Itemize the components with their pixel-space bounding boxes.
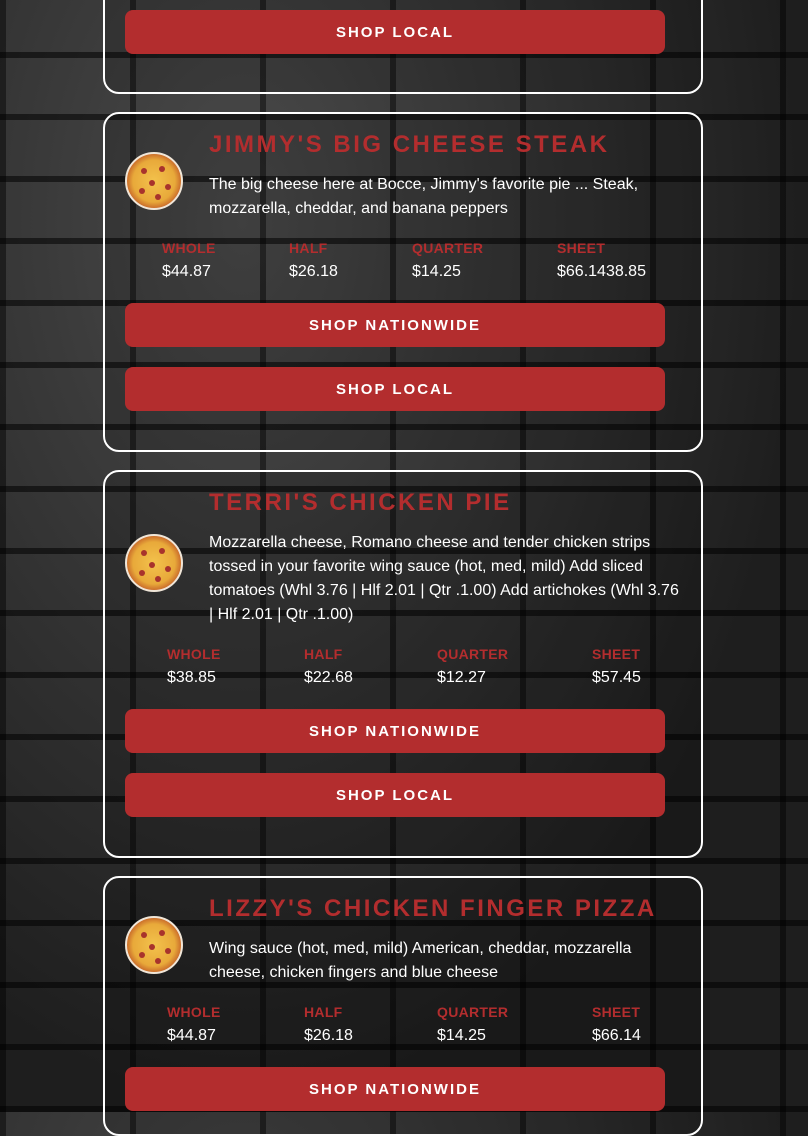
price-half [289,240,338,282]
price-label: QUARTER [437,646,509,662]
menu-card-partial [103,0,703,94]
price-value: $14.25 [412,263,461,280]
price-value: $26.18 [304,1027,353,1044]
price-value: $57.45 [592,669,641,686]
price-label: SHEET [592,646,641,662]
price-value: $26.18 [289,263,338,280]
pizza-icon [125,152,183,210]
shop-local-button[interactable]: SHOP LOCAL [125,10,665,54]
price-value: $66.14 [592,1027,641,1044]
price-value: $66.1438.85 [557,263,646,280]
price-label: WHOLE [167,1004,221,1020]
price-half [304,1004,353,1046]
price-label: WHOLE [162,240,216,256]
menu-card-jimmys-big-cheese-steak [103,112,703,452]
price-half [304,646,353,688]
menu-card-terris-chicken-pie [103,470,703,858]
price-value: $44.87 [167,1027,216,1044]
price-whole [167,646,221,688]
price-value: $44.87 [162,263,211,280]
price-sheet [557,240,646,282]
shop-local-button[interactable]: SHOP LOCAL [125,773,665,817]
price-sheet [592,646,641,688]
price-value: $14.25 [437,1027,486,1044]
pizza-icon [125,916,183,974]
price-list [105,646,701,692]
item-description: Mozzarella cheese, Romano cheese and tender chicken strips tossed in your favorite wing sauce (hot, med, mild) Add sliced tomatoes (Whl 3.76 | Hlf 2.01 | Qtr .1.00) Add artichokes (Whl 3.76 | Hlf 2.01 | Qtr .1.00) [209,534,679,623]
price-label: SHEET [592,1004,641,1020]
price-whole [167,1004,221,1046]
price-label: SHEET [557,240,606,256]
shop-nationwide-button[interactable]: SHOP NATIONWIDE [125,1067,665,1111]
item-title: LIZZY'S CHICKEN FINGER PIZZA [209,895,657,922]
shop-local-button[interactable]: SHOP LOCAL [125,367,665,411]
price-quarter [412,240,483,282]
price-list [105,240,701,286]
item-description: The big cheese here at Bocce, Jimmy's favorite pie ... Steak, mozzarella, cheddar, and banana peppers [209,176,639,217]
price-label: HALF [304,1004,343,1020]
menu-card-lizzys-chicken-finger-pizza [103,876,703,1136]
price-sheet [592,1004,641,1046]
price-label: QUARTER [437,1004,509,1020]
price-quarter [437,1004,508,1046]
item-title: TERRI'S CHICKEN PIE [209,489,512,516]
price-label: QUARTER [412,240,484,256]
price-label: WHOLE [167,646,221,662]
item-title: JIMMY'S BIG CHEESE STEAK [209,131,610,158]
price-label: HALF [289,240,328,256]
shop-nationwide-button[interactable]: SHOP NATIONWIDE [125,709,665,753]
price-list [105,1004,701,1050]
pizza-icon [125,534,183,592]
price-value: $38.85 [167,669,216,686]
price-quarter [437,646,508,688]
item-description: Wing sauce (hot, med, mild) American, cheddar, mozzarella cheese, chicken fingers and blue cheese [209,940,632,981]
price-value: $22.68 [304,669,353,686]
shop-nationwide-button[interactable]: SHOP NATIONWIDE [125,303,665,347]
price-whole [162,240,216,282]
price-label: HALF [304,646,343,662]
price-value: $12.27 [437,669,486,686]
